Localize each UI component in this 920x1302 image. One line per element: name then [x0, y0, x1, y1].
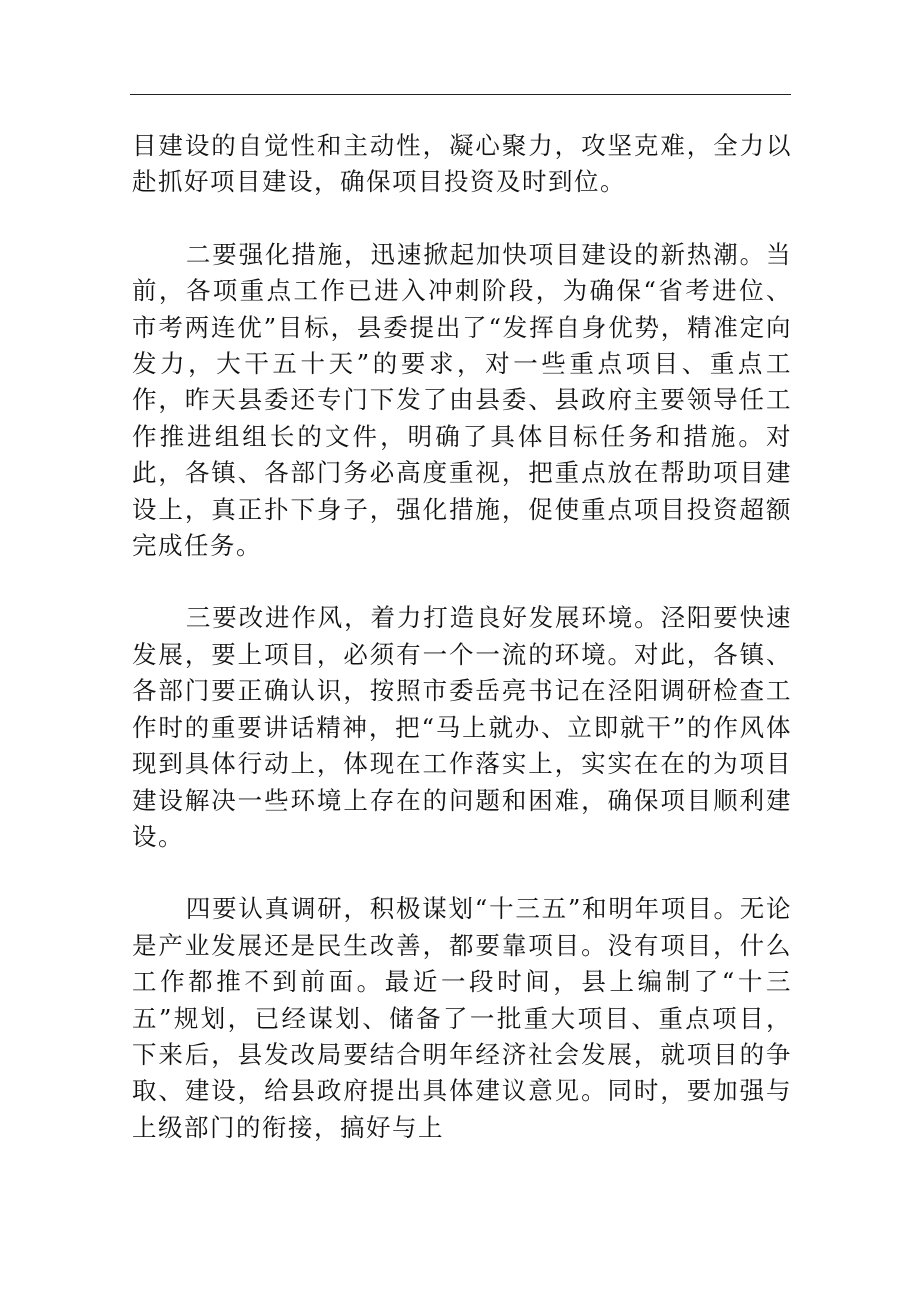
- paragraph-point-2: 二要强化措施，迅速掀起加快项目建设的新热潮。当前，各项重点工作已进入冲刺阶段，为确保“省考进位、市考两连优”目标，县委提出了“发挥自身优势，精准定向发力，大干五十天”的要求，对一些重点项目、重点工作，昨天县委还专门下发了由县委、县政府主要领导任工作推进组组长的文件，明确了具体目标任务和措施。对此，各镇、各部门务必高度重视，把重点放在帮助项目建设上，真正扑下身子，强化措施，促使重点项目投资超额完成任务。: [132, 239, 792, 561]
- paragraph-continuation: 目建设的自觉性和主动性，凝心聚力，攻坚克难，全力以赴抓好项目建设，确保项目投资及时到位。: [132, 131, 792, 197]
- paragraph-point-3: 三要改进作风，着力打造良好发展环境。泾阳要快速发展，要上项目，必须有一个一流的环境。对此，各镇、各部门要正确认识，按照市委岳亮书记在泾阳调研检查工作时的重要讲话精神，把“马上就办、立即就干”的作风体现到具体行动上，体现在工作落实上，实实在在的为项目建设解决一些环境上存在的问题和困难，确保项目顺利建设。: [132, 603, 792, 851]
- paragraph-point-4: 四要认真调研，积极谋划“十三五”和明年项目。无论是产业发展还是民生改善，都要靠项目。没有项目，什么工作都推不到前面。最近一段时间，县上编制了“十三五”规划，已经谋划、储备了一批重大项目、重点项目，下来后，县发改局要结合明年经济社会发展，就项目的争取、建设，给县政府提出具体建议意见。同时，要加强与上级部门的衔接，搞好与上: [132, 894, 792, 1142]
- header-rule: [130, 94, 791, 95]
- document-body: [132, 128, 792, 1146]
